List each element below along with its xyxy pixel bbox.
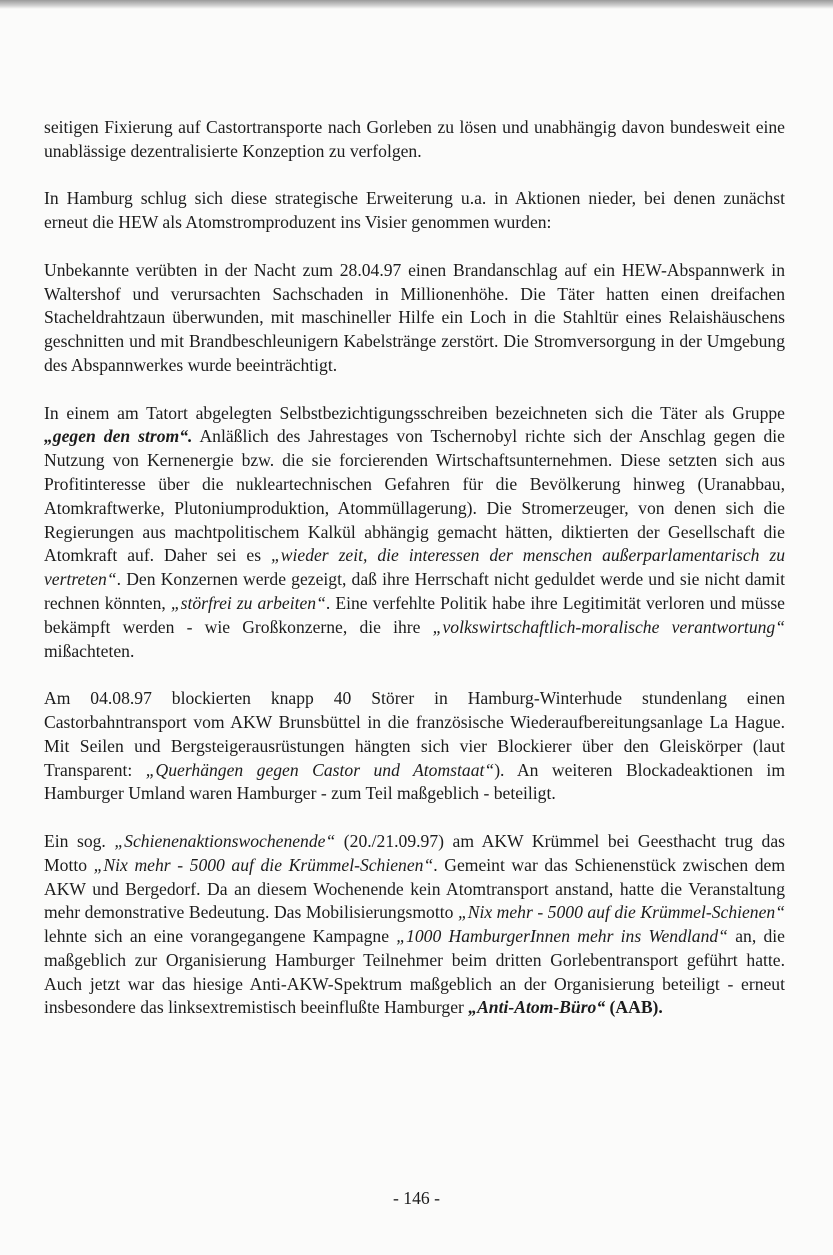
text-run: Unbekannte verübten in der Nacht zum 28.04.97 einen Brandanschlag auf ein HEW-Abspannwerk in Waltershof und verursachten Sachschaden in Millionenhöhe. Die Täter hatten einen dreifachen Stacheldrahtzaun überwunden, mit maschineller Hilfe ein Loch in die Stahltür eines Relaishäuschens geschnitten und mit Brandbeschleunigern Kabelstränge zerstört. Die Stromversorgung in der Umgebung des Abspannwerkes wurde beeinträchtigt. <box>44 259 785 375</box>
text-run: Anläßlich des Jahrestages von Tschernobyl richte sich der Anschlag gegen die Nutzung von Kernenergie bzw. die sie forcierenden Wirtschaftsunternehmen. Diese setzten sich aus Profitinteresse über die nukleartechnischen Gefahren für die Bevölkerung hinweg (Uranabbau, Atomkraftwerke, Plutoniumproduktion, Atommüllagerung). Die Stromerzeuger, von denen sich die Regierungen aus machtpolitischem Kalkül abhängig gemacht hätten, diktierten der Gesellschaft die Atomkraft auf. Daher sei es <box>44 426 785 566</box>
text-run: ). An weiteren Blockadeaktionen im Hamburger Umland waren Hamburger - zum Teil maßgeblich - beteiligt. <box>44 759 786 804</box>
paragraph-p6 <box>44 830 785 1020</box>
text-run: (20./21.09.97) am AKW Krümmel bei Geesthacht trug das Motto <box>44 830 785 875</box>
bold-italic-text-run: „Anti-Atom-Büro“ <box>468 997 606 1018</box>
paragraph-p1 <box>44 116 785 164</box>
italic-text-run: „störfrei zu arbeiten“ <box>170 592 326 613</box>
italic-text-run: „Querhängen gegen Castor und Atomstaat“ <box>145 759 495 780</box>
text-run: mißachteten. <box>44 640 135 661</box>
italic-text-run: „Schienenaktionswochenende“ <box>114 830 336 851</box>
italic-text-run: „wieder zeit, die interessen der menschen außerparlamentarisch zu vertreten“ <box>44 545 785 590</box>
paragraph-p4 <box>44 402 785 664</box>
text-run: Am 04.08.97 blockierten knapp 40 Störer in Hamburg-Winterhude stundenlang einen Castorbahntransport vom AKW Brunsbüttel in die französische Wiederaufbereitungsanlage La Hague. Mit Seilen und Bergsteigerausrüstungen hängten sich vier Blockierer über den Gleiskörper (laut Transparent: <box>44 688 785 780</box>
paragraph-p3 <box>44 259 785 378</box>
text-run: . Gemeint war das Schienenstück zwischen dem AKW und Bergedorf. Da an diesem Wochenende kein Atomtransport anstand, hatte die Veranstaltung mehr demonstrative Bedeutung. Das Mobilisierungsmotto <box>44 854 786 923</box>
bold-italic-text-run: „gegen den strom“. <box>44 426 193 447</box>
page-number: - 146 - <box>393 1188 440 1208</box>
text-run: . Eine verfehlte Politik habe ihre Legitimität verloren und müsse bekämpft werden - wie Großkonzerne, die ihre <box>44 592 785 637</box>
paragraph-p5 <box>44 687 785 806</box>
text-run: . Den Konzernen werde gezeigt, daß ihre Herrschaft nicht geduldet werde und sie nicht damit rechnen könnten, <box>44 569 785 613</box>
paragraph-p2 <box>44 187 785 235</box>
text-run: In Hamburg schlug sich diese strategische Erweiterung u.a. in Aktionen nieder, bei denen zunächst erneut die HEW als Atomstromproduzent ins Visier genommen wurden: <box>44 188 785 233</box>
text-run: an, die maßgeblich zur Organisierung Hamburger Teilnehmer beim dritten Gorlebentransport geführt hatte. Auch jetzt war das hiesige Anti-AKW-Spektrum maßgeblich an der Organisierung beteiligt - erneut insbesondere das linksextremistisch beeinflußte Hamburger <box>44 926 785 1018</box>
bold-text-run: (AAB). <box>605 997 663 1018</box>
text-run: lehnte sich an eine vorangegangene Kampagne <box>44 926 397 947</box>
text-run: Ein sog. <box>44 830 115 851</box>
scan-top-edge <box>0 0 833 9</box>
text-run: In einem am Tatort abgelegten Selbstbezichtigungsschreiben bezeichneten sich die Täter als Gruppe <box>44 402 785 423</box>
page-body <box>44 116 785 1044</box>
italic-text-run: „Nix mehr - 5000 auf die Krümmel-Schienen“ <box>93 854 434 875</box>
text-run: seitigen Fixierung auf Castortransporte nach Gorleben zu lösen und unabhängig davon bundesweit eine unablässige dezentralisierte Konzeption zu verfolgen. <box>44 117 785 161</box>
italic-text-run: „Nix mehr - 5000 auf die Krümmel-Schienen“ <box>457 902 785 923</box>
italic-text-run: „1000 HamburgerInnen mehr ins Wendland“ <box>396 926 728 947</box>
italic-text-run: „volkswirtschaftlich-moralische verantwortung“ <box>432 616 785 637</box>
